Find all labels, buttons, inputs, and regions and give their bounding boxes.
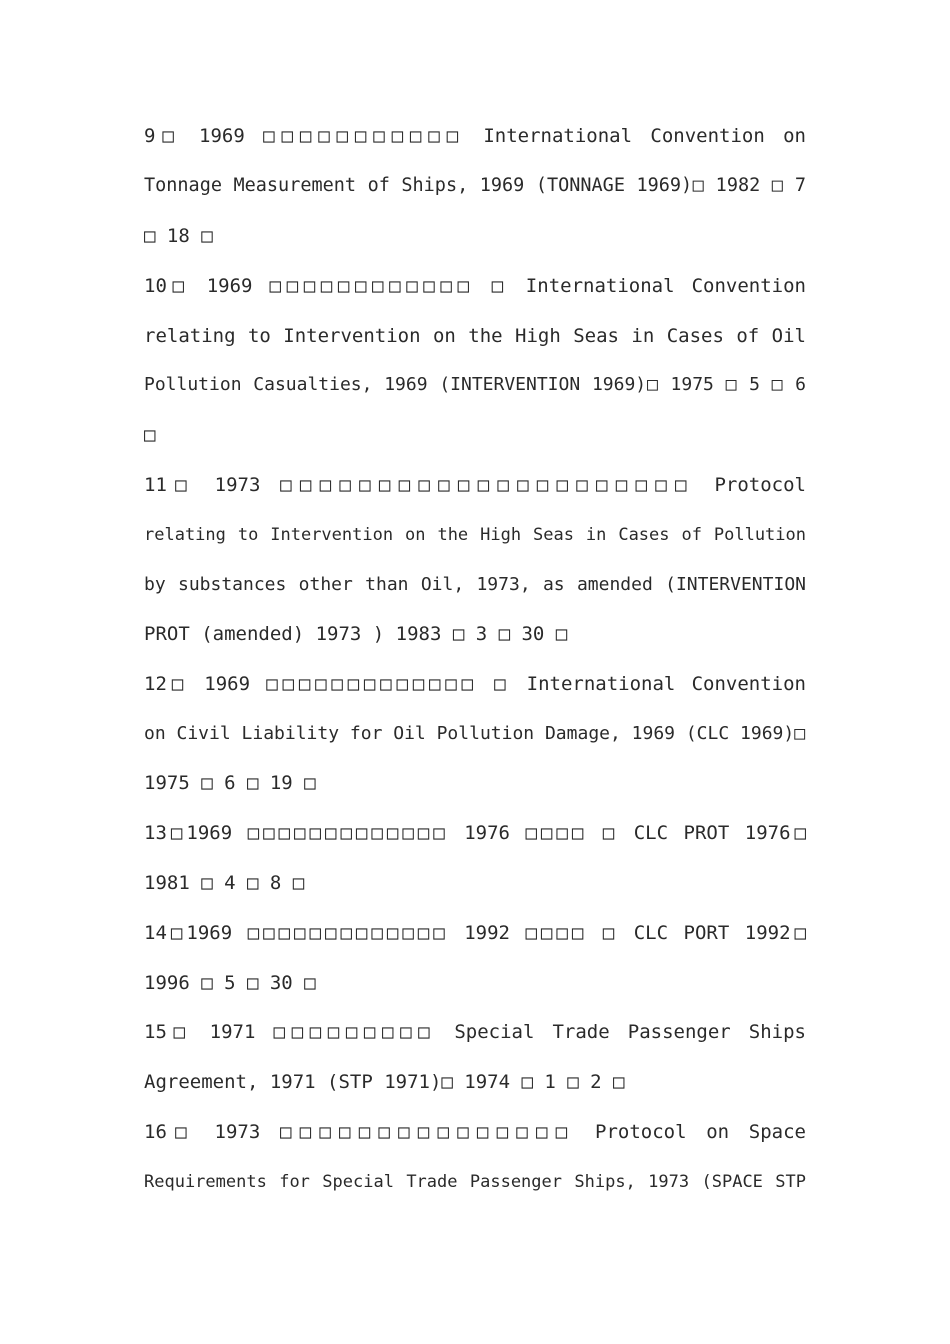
text-line: relating to Intervention on the High Seas in Cases of Oil [144,325,806,347]
text-line: 1981 □ 4 □ 8 □ [144,872,305,894]
text-line: relating to Intervention on the High Seas in Cases of Pollution [144,525,806,545]
text-line: 1996 □ 5 □ 30 □ [144,972,316,994]
text-line: 10□ 1969 □□□□□□□□□□□□ □ International Convention [144,275,806,297]
text-line: 1975 □ 6 □ 19 □ [144,772,316,794]
text-line: by substances other than Oil, 1973, as amended (INTERVENTION [144,574,806,595]
text-line: 9□ 1969 □□□□□□□□□□□ International Convention on [144,125,806,147]
text-line: 15□ 1971 □□□□□□□□□ Special Trade Passenger Ships [144,1021,806,1043]
text-line: Pollution Casualties, 1969 (INTERVENTION 1969)□ 1975 □ 5 □ 6 [144,374,806,395]
text-line: Requirements for Special Trade Passenger Ships, 1973 (SPACE STP [144,1172,806,1192]
text-line: 16□ 1973 □□□□□□□□□□□□□□□ Protocol on Space [144,1121,806,1143]
text-line: 11□ 1973 □□□□□□□□□□□□□□□□□□□□□ Protocol [144,474,806,496]
text-line: Agreement, 1971 (STP 1971)□ 1974 □ 1 □ 2 □ [144,1071,625,1093]
text-line: 12□ 1969 □□□□□□□□□□□□□ □ International Convention [144,673,806,695]
text-line: □ [144,424,156,446]
text-line: 13□1969 □□□□□□□□□□□□□ 1976 □□□□ □ CLC PROT 1976□ [144,822,806,844]
text-line: Tonnage Measurement of Ships, 1969 (TONNAGE 1969)□ 1982 □ 7 [144,175,806,196]
text-line: PROT (amended) 1973 ) 1983 □ 3 □ 30 □ [144,623,568,645]
text-line: on Civil Liability for Oil Pollution Damage, 1969 (CLC 1969)□ [144,723,806,744]
text-line: 14□1969 □□□□□□□□□□□□□ 1992 □□□□ □ CLC PORT 1992□ [144,922,806,944]
text-line: □ 18 □ [144,225,213,247]
